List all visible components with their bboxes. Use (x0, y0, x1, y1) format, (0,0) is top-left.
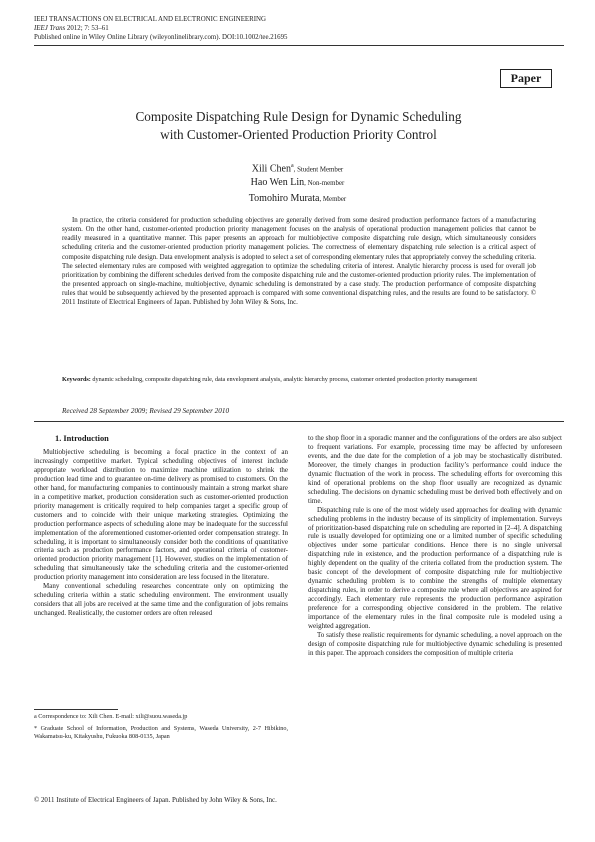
right-paragraph-1: to the shop floor in a sporadic manner and the configurations of the orders are also subject to frequent variations. For example, processing time may be affected by unforeseen events, and the due date for the completion of a job may be stochastically distributed. Moreover, the timely changes in production facility’s performance could induce the dynamic fluctuation of the work in process. The scheduling efforts for overcoming this kind of operational problems on the shop floor usually are recognized as dynamic scheduling. The decisions on dynamic scheduling must be derived both effectively and on time. (308, 434, 562, 505)
intro-paragraph-1: Multiobjective scheduling is becoming a focal practice in the context of an increasingly competitive market. Typical scheduling objectives of interest include appropriate workload distribution to maximize machine utilization to shrink the production lead time and to guarantee on-time delivery as promised to customers. On the other hand, for manufacturing companies to continuously maintain a strong market share in a competitive market, production consideration such as customer-oriented production priority management is critically required to help companies target a specific group of customers and to coincide with their unique marketing strategies. Optimizing the production performance aspects of scheduling alone may be inadequate for the successful implementation of the aforementioned customer-oriented order compensation strategy. In scheduling, it is important to simultaneously consider both the conditions of quantitative criteria such as production performance factors, and operational criteria of customer-oriented production priority management [1]. However, studies on the implementation of scheduling that simultaneously take the scheduling criteria and the customer-oriented production priority management into consideration are less focused in the literature. (34, 448, 288, 582)
footnote-correspondence: a Correspondence to: Xili Chen. E-mail: xili@suou.waseda.jp (34, 713, 188, 720)
author-1-mark: a (290, 163, 294, 169)
paper-badge: Paper (500, 69, 552, 88)
footnote-rule (34, 709, 118, 710)
author-3-role: , Member (319, 196, 347, 203)
paper-title (50, 108, 547, 144)
right-column (308, 434, 562, 658)
journal-name: IEEJ TRANSACTIONS ON ELECTRICAL AND ELECTRONIC ENGINEERING (34, 16, 266, 23)
citation-abbrev: IEEJ Trans (34, 25, 66, 32)
title-line-1: Composite Dispatching Rule Design for Dynamic Scheduling (135, 109, 462, 124)
author-2-name: Hao Wen Lin (250, 177, 305, 188)
keywords (62, 376, 536, 385)
copyright-footer: © 2011 Institute of Electrical Engineers of Japan. Published by John Wiley & Sons, Inc. (34, 797, 277, 804)
section-heading-introduction: 1. Introduction (55, 434, 109, 443)
author-2-role: , Non-member (304, 180, 345, 187)
abstract-rule (34, 421, 564, 422)
author-3-name: Tomohiro Murata (248, 193, 320, 204)
author-1 (0, 160, 595, 176)
intro-paragraph-2: Many conventional scheduling researches concentrate only on optimizing the scheduling criteria within a static scheduling environment. The environment usually considers that all jobs are received at the same time and the configuration of jobs remains unchanged. Realistically, the customer orders are often released (34, 582, 288, 618)
abstract: In practice, the criteria considered for production scheduling objectives are generally derived from some desired production performance factors of a manufacturing system. On the other hand, customer-oriented production priority management focuses on the analysis of operational production management policies that cannot be readily measured in a quantitative manner. This paper presents an approach for multiobjective composite dispatching rule design, which simultaneously considers scheduling criteria and the customer-oriented production priority management policies. The correctness of elementary dispatching rule selection is a critical aspect of composite dispatching rule design. Data envelopment analysis is adopted to select a set of corresponding elementary rules that appropriately convey the scheduling criteria. The selected elementary rules are composed with weighted aggregation to optimize the scheduling criteria of interest. Analytic hierarchy process is used for overall job prioritization by combining the different schedules derived from the composite dispatching rule and the customer-oriented production priority rules. The implementation of the presented approach on single-machine, multiobjective, dynamic scheduling is demonstrated by a case study. The production performance of composite dispatching rules that would be subsequently achieved by the presented approach is compared with some conventional dispatching rules, and the results are found to be satisfactory. © 2011 Institute of Electrical Engineers of Japan. Published by John Wiley & Sons, Inc. (62, 217, 536, 307)
author-2 (0, 176, 595, 190)
author-3 (0, 192, 595, 206)
author-1-name: Xili Chen (251, 163, 291, 175)
citation-volume: 2012; 7: 53–61 (65, 25, 109, 32)
keywords-list: dynamic scheduling, composite dispatching rule, data envelopment analysis, analytic hierarchy process, customer oriented production priority management (90, 376, 478, 383)
left-column (34, 448, 288, 618)
received-dates: Received 28 September 2009; Revised 29 September 2010 (62, 407, 230, 415)
citation-line (34, 24, 109, 33)
right-paragraph-3: To satisfy these realistic requirements for dynamic scheduling, a novel approach on the design of composite dispatching rule for multiobjective dynamic scheduling is presented in this paper. The approach considers the composition of multiple criteria (308, 630, 562, 657)
keywords-label: Keywords: (62, 376, 91, 383)
author-1-role: , Student Member (293, 166, 344, 174)
footnote-affiliation: * Graduate School of Information, Production and Systems, Waseda University, 2-7 Hibikino, Wakamatsu-ku, Kitakyushu, Fukuoka 808-0135, Japan (34, 725, 288, 741)
title-line-2: with Customer-Oriented Production Priority Control (160, 127, 437, 142)
publication-info: Published online in Wiley Online Library (wileyonlinelibrary.com). DOI:10.1002/tee.21695 (34, 34, 288, 41)
header-rule (34, 45, 564, 46)
right-paragraph-2: Dispatching rule is one of the most widely used approaches for dealing with dynamic scheduling problems in the industry because of its simplicity of implementation. Surveys of prioritization-based dispatching rule on scheduling are reported in [2–4]. A dispatching rule is usually developed for optimizing one or a limited number of specific scheduling objectives under some particular conditions. Hence there is no single universal dispatching rule in existence, and the production performance of a dispatching rule is highly dependent on the quality of the criteria collated from the production system. The basic concept of the development of composite dispatching rule for multiobjective dynamic scheduling problem is to combine the strengths of multiple elementary dispatching rules, in order to derive a composite rule where all objectives are aspired for accordingly. Each elementary rule represents the production performance aspiration preference for a corresponding objective considered in the problem. The relative importance of the elementary rules in the final composite rule is modeled using a weighted aggregation. (308, 505, 562, 631)
